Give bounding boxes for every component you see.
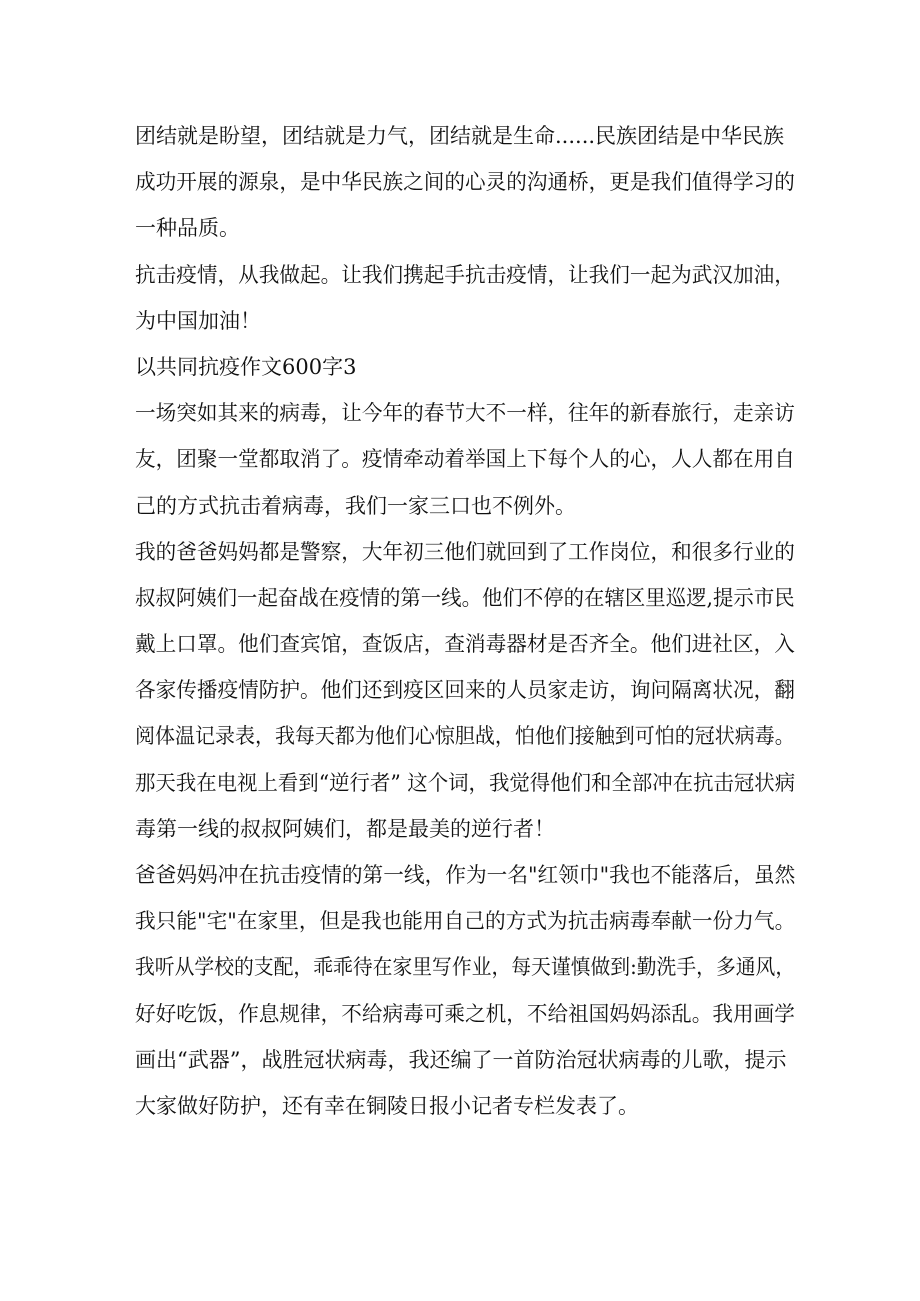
paragraph-5 <box>135 852 795 1129</box>
text-line: 友，团聚一堂都取消了。疫情牵动着举国上下每个人的心，人人都在用自 <box>135 447 795 472</box>
text-line: 团结就是盼望，团结就是力气，团结就是生命......民族团结是中华民族 <box>135 124 785 148</box>
text-line: 成功开展的源泉，是中华民族之间的心灵的沟通桥，更是我们值得学习的 <box>135 170 795 195</box>
paragraph-4 <box>135 529 795 852</box>
text-line: 己的方式抗击着病毒，我们一家三口也不例外。 <box>135 493 576 518</box>
text-line: 一场突如其来的病毒，让今年的春节大不一样，往年的新春旅行，走亲访 <box>135 401 795 426</box>
text-line: 那天我在电视上看到“逆行者” 这个词，我觉得他们和全部冲在抗击冠状病 <box>135 770 796 795</box>
text-line: 叔叔阿姨们一起奋战在疫情的第一线。他们不停的在辖区里巡逻,提示市民 <box>135 585 795 610</box>
paragraph-2 <box>135 252 795 344</box>
text-line: 画出“武器”，战胜冠状病毒，我还编了一首防治冠状病毒的儿歌，提示 <box>135 1047 787 1072</box>
paragraph-3 <box>135 390 795 529</box>
text-line: 我只能"宅"在家里，但是我也能用自己的方式为抗击病毒奉献一份力气。 <box>135 909 796 934</box>
text-line: 抗击疫情，从我做起。让我们携起手抗击疫情，让我们一起为武汉加油， <box>135 262 795 287</box>
section-heading <box>135 344 795 390</box>
paragraph-1 <box>135 113 795 252</box>
text-line: 戴上口罩。他们查宾馆，查饭店，查消毒器材是否齐全。他们进社区，入 <box>135 632 795 657</box>
text-line: 毒第一线的叔叔阿姨们，都是最美的逆行者！ <box>135 816 555 841</box>
text-line: 我的爸爸妈妈都是警察，大年初三他们就回到了工作岗位，和很多行业的 <box>135 539 795 564</box>
text-line: 为中国加油！ <box>135 308 261 333</box>
heading-line: 以共同抗疫作文600字3 <box>135 354 357 379</box>
document-body <box>135 113 795 1129</box>
text-line: 大家做好防护，还有幸在铜陵日报小记者专栏发表了。 <box>135 1093 639 1118</box>
text-line: 爸爸妈妈冲在抗击疫情的第一线，作为一名"红领巾"我也不能落后，虽然 <box>135 863 796 887</box>
text-line: 好好吃饭，作息规律，不给病毒可乘之机，不给祖国妈妈添乱。我用画学 <box>135 1001 795 1026</box>
text-line: 各家传播疫情防护。他们还到疫区回来的人员家走访，询问隔离状况，翻 <box>135 678 795 703</box>
text-line: 一种品质。 <box>135 216 240 241</box>
text-line: 我听从学校的支配，乖乖待在家里写作业，每天谨慎做到:勤洗手，多通风， <box>135 955 796 980</box>
text-line: 阅体温记录表，我每天都为他们心惊胆战，怕他们接触到可怕的冠状病毒。 <box>135 724 795 749</box>
